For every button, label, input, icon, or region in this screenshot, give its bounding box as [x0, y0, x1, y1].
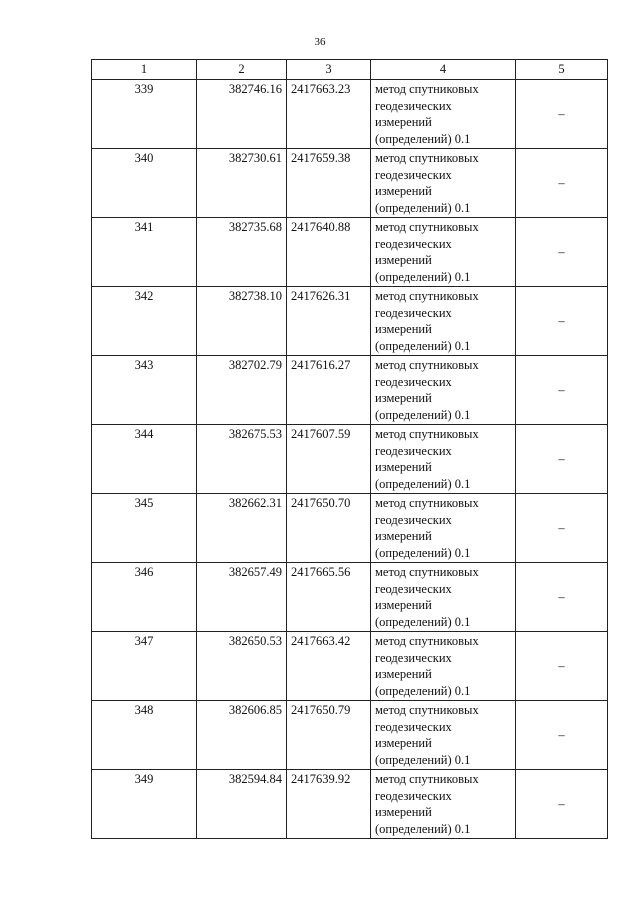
- header-row: [92, 60, 608, 80]
- table-row: [92, 80, 608, 149]
- x-coordinate-cell: 382675.53: [197, 425, 287, 494]
- x-coordinate-cell: 382702.79: [197, 356, 287, 425]
- y-coordinate-cell: 2417659.38: [287, 149, 371, 218]
- column-header: 3: [287, 60, 371, 80]
- point-number-cell: 341: [92, 218, 197, 287]
- method-cell: метод спутниковых геодезических измерений (определений) 0.1: [371, 218, 516, 287]
- note-cell: –: [516, 149, 608, 218]
- column-header: 5: [516, 60, 608, 80]
- point-number-cell: 342: [92, 287, 197, 356]
- note-cell: –: [516, 701, 608, 770]
- table-row: [92, 701, 608, 770]
- point-number-cell: 345: [92, 494, 197, 563]
- y-coordinate-cell: 2417650.70: [287, 494, 371, 563]
- y-coordinate-cell: 2417639.92: [287, 770, 371, 839]
- method-cell: метод спутниковых геодезических измерений (определений) 0.1: [371, 80, 516, 149]
- column-header: 4: [371, 60, 516, 80]
- table-row: [92, 770, 608, 839]
- column-header: 1: [92, 60, 197, 80]
- x-coordinate-cell: 382657.49: [197, 563, 287, 632]
- point-number-cell: 344: [92, 425, 197, 494]
- table-row: [92, 563, 608, 632]
- table-row: [92, 494, 608, 563]
- y-coordinate-cell: 2417665.56: [287, 563, 371, 632]
- note-cell: –: [516, 494, 608, 563]
- x-coordinate-cell: 382738.10: [197, 287, 287, 356]
- y-coordinate-cell: 2417626.31: [287, 287, 371, 356]
- x-coordinate-cell: 382650.53: [197, 632, 287, 701]
- table-body: [92, 80, 608, 839]
- table-row: [92, 356, 608, 425]
- method-cell: метод спутниковых геодезических измерений (определений) 0.1: [371, 356, 516, 425]
- note-cell: –: [516, 218, 608, 287]
- table-row: [92, 287, 608, 356]
- point-number-cell: 348: [92, 701, 197, 770]
- y-coordinate-cell: 2417663.42: [287, 632, 371, 701]
- column-header: 2: [197, 60, 287, 80]
- y-coordinate-cell: 2417650.79: [287, 701, 371, 770]
- x-coordinate-cell: 382606.85: [197, 701, 287, 770]
- point-number-cell: 346: [92, 563, 197, 632]
- y-coordinate-cell: 2417640.88: [287, 218, 371, 287]
- point-number-cell: 339: [92, 80, 197, 149]
- page-number: 36: [314, 36, 326, 48]
- note-cell: –: [516, 770, 608, 839]
- note-cell: –: [516, 563, 608, 632]
- y-coordinate-cell: 2417607.59: [287, 425, 371, 494]
- table-row: [92, 218, 608, 287]
- table-row: [92, 149, 608, 218]
- coordinates-table: [91, 59, 608, 839]
- y-coordinate-cell: 2417663.23: [287, 80, 371, 149]
- method-cell: метод спутниковых геодезических измерений (определений) 0.1: [371, 701, 516, 770]
- table-row: [92, 425, 608, 494]
- note-cell: –: [516, 632, 608, 701]
- method-cell: метод спутниковых геодезических измерений (определений) 0.1: [371, 149, 516, 218]
- method-cell: метод спутниковых геодезических измерений (определений) 0.1: [371, 425, 516, 494]
- note-cell: –: [516, 287, 608, 356]
- point-number-cell: 343: [92, 356, 197, 425]
- note-cell: –: [516, 80, 608, 149]
- x-coordinate-cell: 382746.16: [197, 80, 287, 149]
- x-coordinate-cell: 382735.68: [197, 218, 287, 287]
- method-cell: метод спутниковых геодезических измерений (определений) 0.1: [371, 287, 516, 356]
- method-cell: метод спутниковых геодезических измерений (определений) 0.1: [371, 770, 516, 839]
- note-cell: –: [516, 356, 608, 425]
- table-header: [92, 60, 608, 80]
- x-coordinate-cell: 382594.84: [197, 770, 287, 839]
- y-coordinate-cell: 2417616.27: [287, 356, 371, 425]
- table-row: [92, 632, 608, 701]
- method-cell: метод спутниковых геодезических измерений (определений) 0.1: [371, 494, 516, 563]
- point-number-cell: 347: [92, 632, 197, 701]
- x-coordinate-cell: 382662.31: [197, 494, 287, 563]
- note-cell: –: [516, 425, 608, 494]
- x-coordinate-cell: 382730.61: [197, 149, 287, 218]
- method-cell: метод спутниковых геодезических измерений (определений) 0.1: [371, 632, 516, 701]
- point-number-cell: 349: [92, 770, 197, 839]
- method-cell: метод спутниковых геодезических измерений (определений) 0.1: [371, 563, 516, 632]
- point-number-cell: 340: [92, 149, 197, 218]
